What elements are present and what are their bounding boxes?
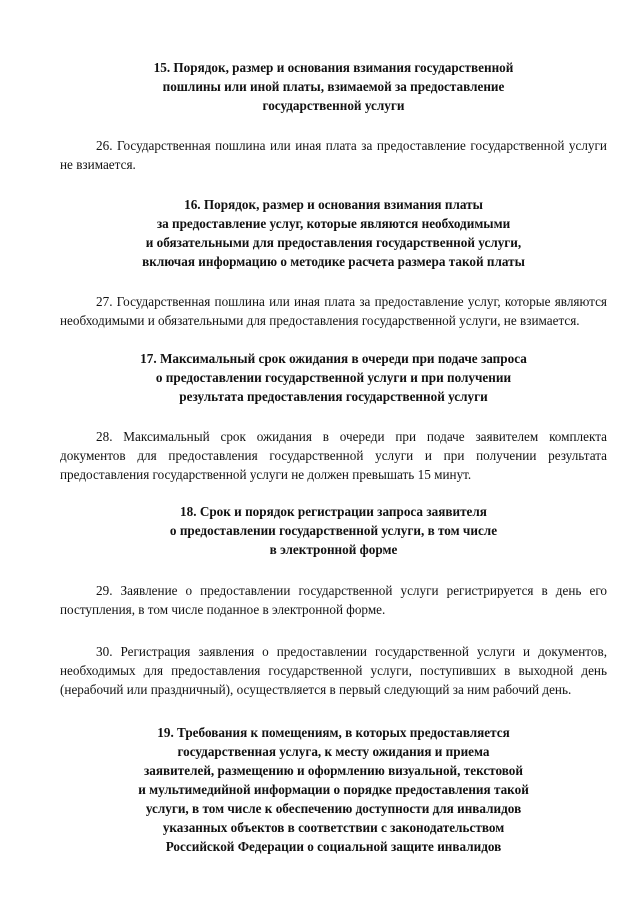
heading-line: результата предоставления государственной услуги: [179, 389, 488, 404]
heading-line: Российской Федерации о социальной защите инвалидов: [165, 839, 502, 854]
section-heading-16: [60, 195, 607, 271]
heading-line: государственной услуги: [262, 98, 405, 113]
heading-line: указанных объектов в соответствии с законодательством: [162, 820, 505, 835]
section-heading-15: [60, 58, 607, 115]
heading-line: и обязательными для предоставления государственной услуги,: [145, 235, 522, 250]
heading-line: 19. Требования к помещениям, в которых предоставляется: [157, 725, 510, 740]
paragraph-28: 28. Максимальный срок ожидания в очереди при подаче заявителем комплекта документов для предоставления государственной услуги и при получении результата предоставления государственной услуги не должен превышать 15 минут.: [60, 429, 607, 482]
section-heading-19: [60, 723, 607, 856]
heading-line: услуги, в том числе к обеспечению доступности для инвалидов: [145, 801, 522, 816]
section-heading-17: [60, 349, 607, 406]
heading-line: и мультимедийной информации о порядке предоставления такой: [138, 782, 529, 797]
document-page: [60, 58, 607, 856]
heading-line: 16. Порядок, размер и основания взимания платы: [184, 197, 483, 212]
heading-line: 17. Максимальный срок ожидания в очереди при подаче запроса: [140, 351, 527, 366]
heading-line: 15. Порядок, размер и основания взимания государственной: [153, 60, 514, 75]
paragraph-29: 29. Заявление о предоставлении государственной услуги регистрируется в день его поступления, в том числе поданное в электронной форме.: [60, 583, 607, 617]
section-heading-18: [60, 502, 607, 559]
heading-line: заявителей, размещению и оформлению визуальной, текстовой: [144, 763, 523, 778]
heading-line: в электронной форме: [269, 542, 398, 557]
heading-line: о предоставлении государственной услуги и при получении: [155, 370, 512, 385]
heading-line: о предоставлении государственной услуги, в том числе: [169, 523, 498, 538]
heading-line: государственная услуга, к месту ожидания и приема: [177, 744, 490, 759]
heading-line: 18. Срок и порядок регистрации запроса заявителя: [180, 504, 487, 519]
heading-line: за предоставление услуг, которые являются необходимыми: [156, 216, 511, 231]
paragraph-26: 26. Государственная пошлина или иная плата за предоставление государственной услуги не взимается.: [60, 138, 607, 172]
paragraph-30: 30. Регистрация заявления о предоставлении государственной услуги и документов, необходимых для предоставления государственной услуги, поступивших в выходной день (нерабочий или праздничный), осуществляется в первый следующий за ним рабочий день.: [60, 644, 607, 697]
heading-line: включая информацию о методике расчета размера такой платы: [142, 254, 525, 269]
heading-line: пошлины или иной платы, взимаемой за предоставление: [162, 79, 505, 94]
paragraph-27: 27. Государственная пошлина или иная плата за предоставление услуг, которые являются необходимыми и обязательными для предоставления государственной услуги, не взимается.: [60, 294, 607, 328]
